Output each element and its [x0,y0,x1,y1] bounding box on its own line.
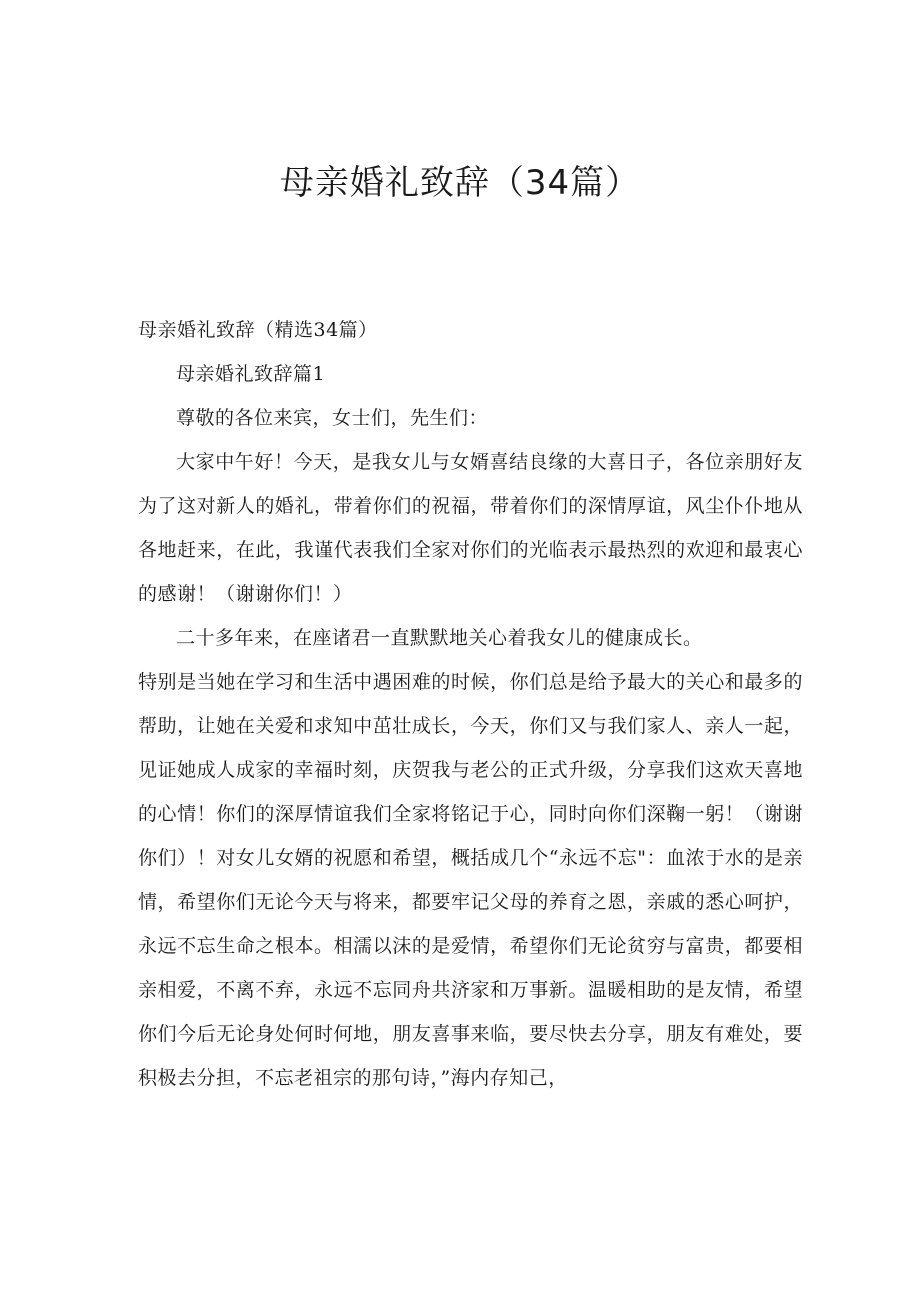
section-heading: 母亲婚礼致辞篇1 [176,363,326,385]
document-title: 母亲婚礼致辞（34篇） [279,163,641,203]
body-paragraph-1: 大家中午好！今天，是我女儿与女婿喜结良缘的大喜日子，各位亲朋好友为了这对新人的婚礼，带着你们的祝福，带着你们的深情厚谊，风尘仆仆地从各地赶来，在此，我谨代表我们全家对你们的光临表示最热烈的欢迎和最衷心的感谢！（谢谢你们！） [138,451,803,605]
body-paragraph-2: 二十多年来，在座诸君一直默默地关心着我女儿的健康成长。 [176,627,703,649]
greeting-line: 尊敬的各位来宾，女士们，先生们： [176,407,489,429]
body-paragraph-3: 特别是当她在学习和生活中遇困难的时候，你们总是给予最大的关心和最多的帮助，让她在关爱和求知中茁壮成长，今天，你们又与我们家人、亲人一起，见证她成人成家的幸福时刻，庆贺我与老公的正式升级，分享我们这欢天喜地的心情！你们的深厚情谊我们全家将铭记于心，同时向你们深鞠一躬！（谢谢你们）！对女儿女婿的祝愿和希望，概括成几个“永远不忘"：血浓于水的是亲情，希望你们无论今天与将来，都要牢记父母的养育之恩，亲戚的悉心呵护，永远不忘生命之根本。相濡以沫的是爱情，希望你们无论贫穷与富贵，都要相亲相爱，不离不弃，永远不忘同舟共济家和万事新。温暖相助的是友情，希望你们今后无论身处何时何地，朋友喜事来临，要尽快去分享，朋友有难处，要积极去分担，不忘老祖宗的那句诗，”海内存知己， [138,671,803,1089]
document-subtitle: 母亲婚礼致辞（精选34篇） [138,319,378,341]
document-body [138,308,803,1100]
